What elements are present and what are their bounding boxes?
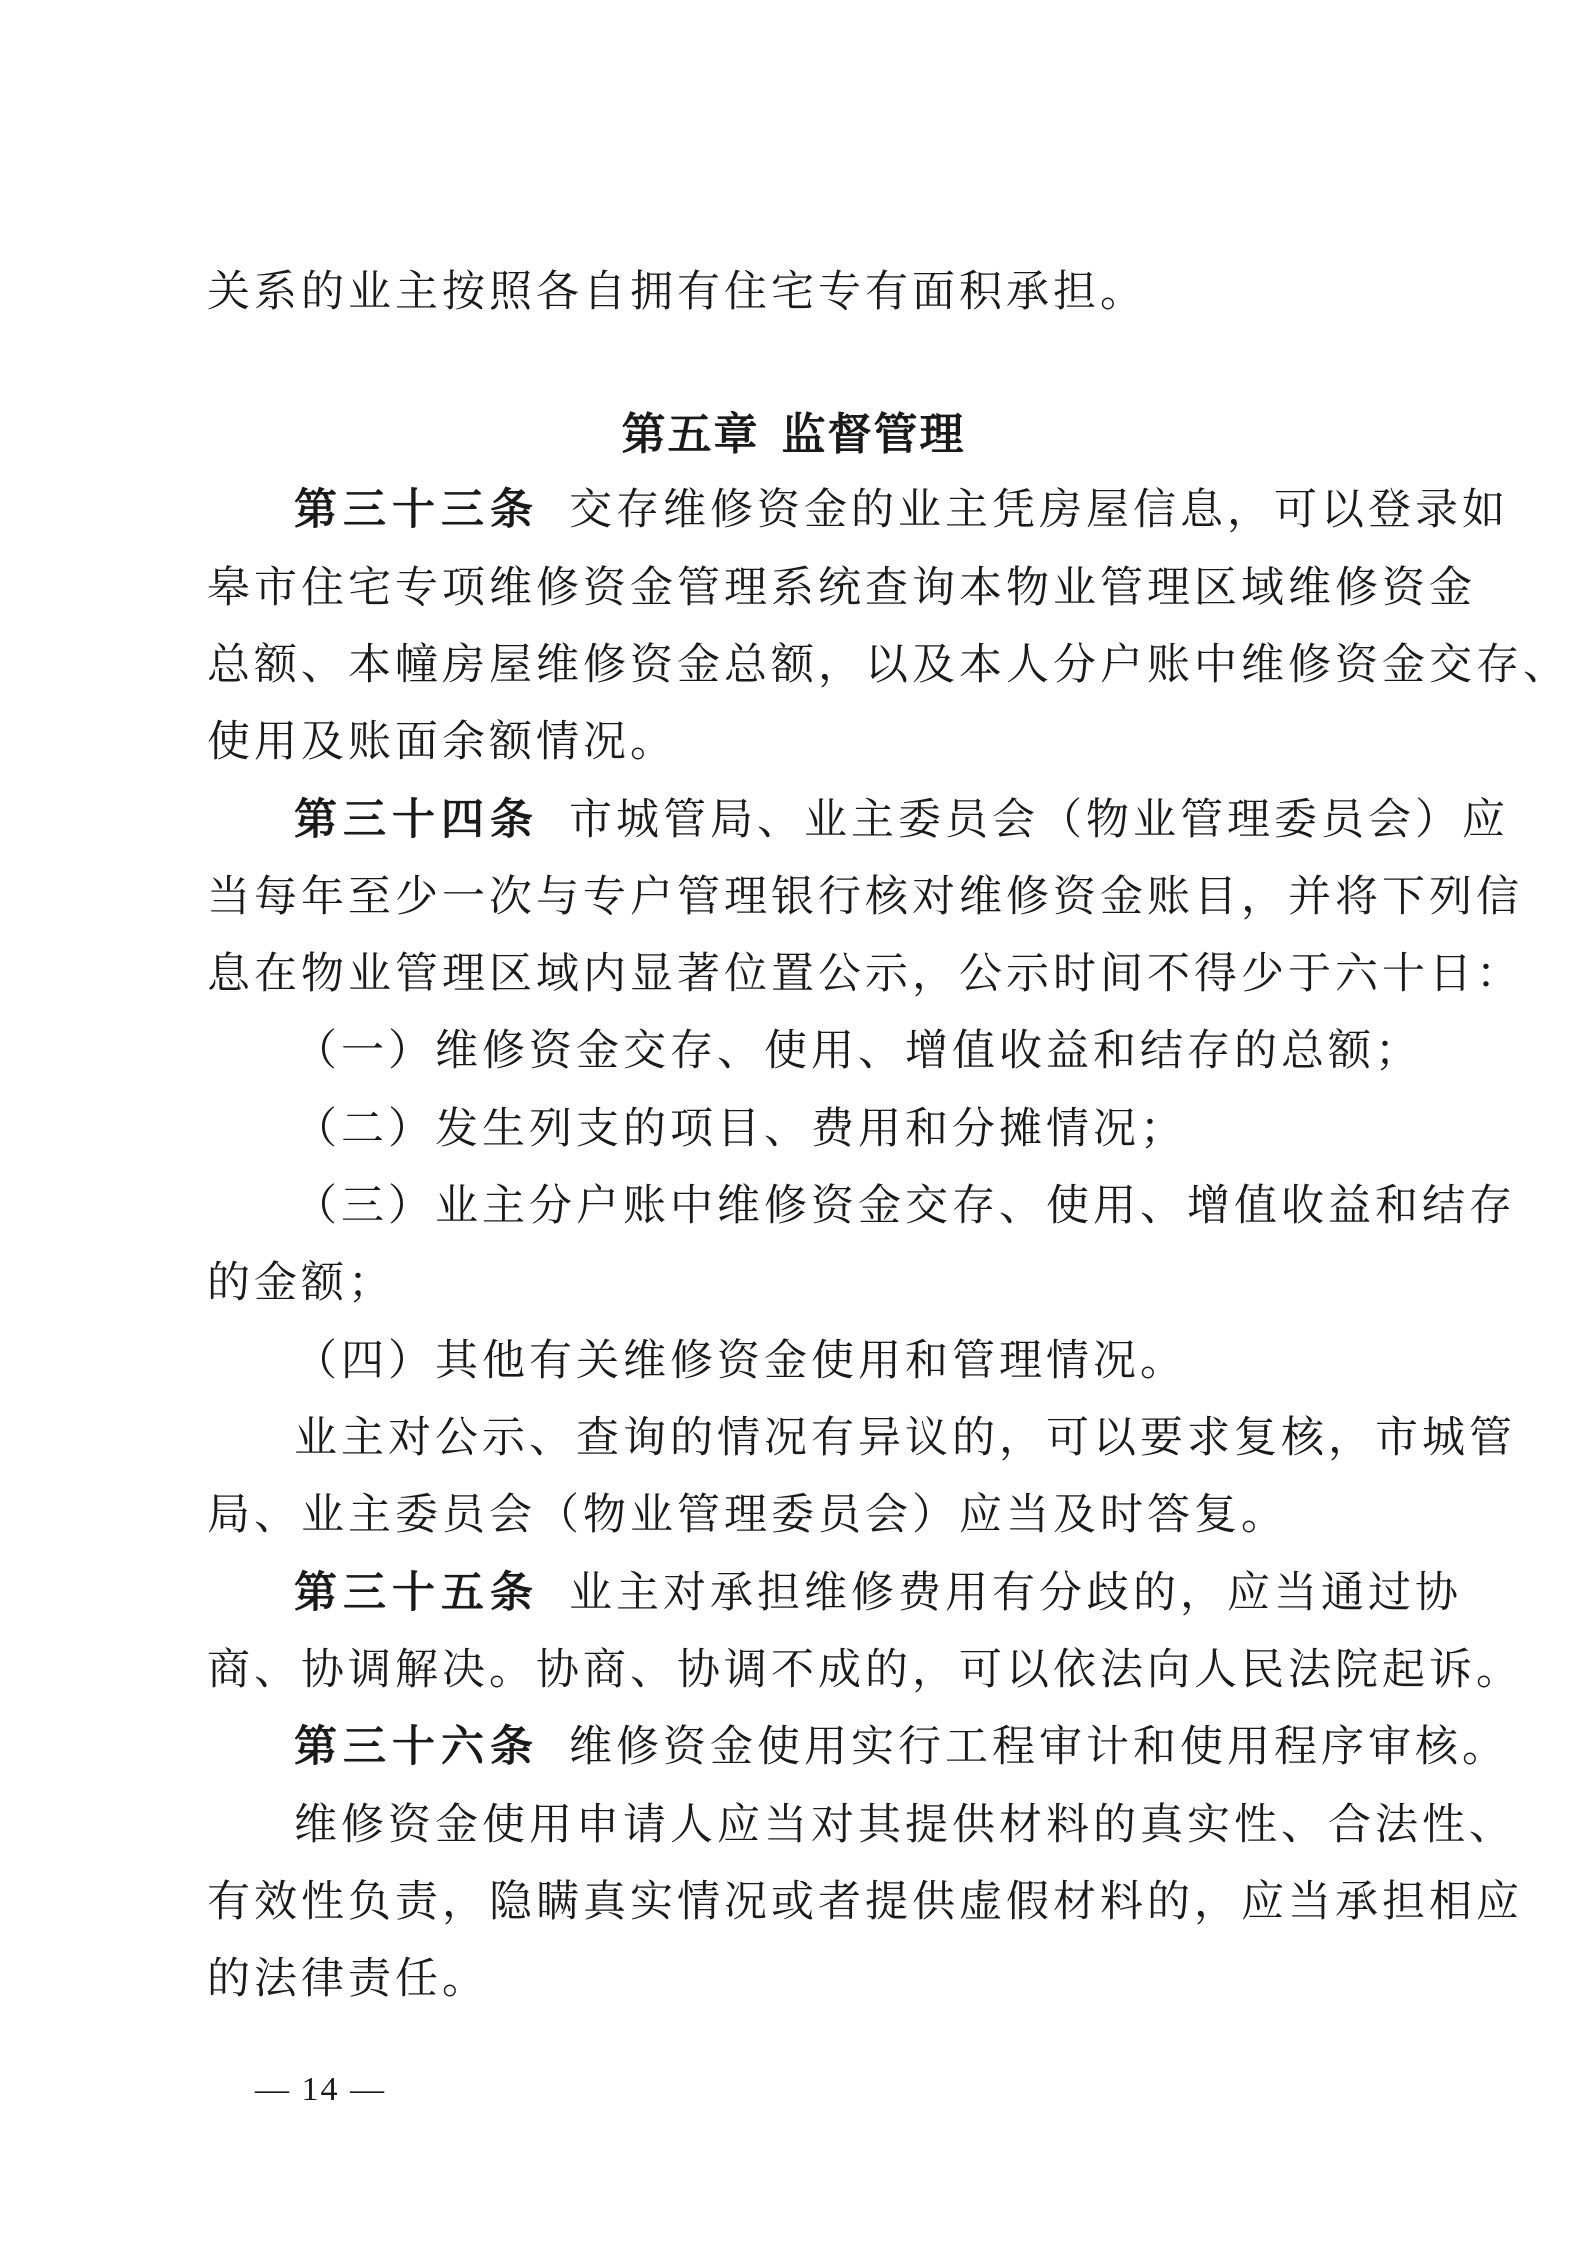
article-36-para-2-line-2: 有效性负责，隐瞒真实情况或者提供虚假材料的，应当承担相应 (207, 1877, 1523, 1927)
article-34-para-2-line-1: 业主对公示、查询的情况有异议的，可以要求复核，市城管 (294, 1413, 1516, 1463)
article-36-para-2-line-3: 的法律责任。 (207, 1954, 489, 2004)
article-35-line-1 (294, 1563, 1462, 1623)
article-33-line-2: 皋市住宅专项维修资金管理系统查询本物业管理区域维修资金 (207, 563, 1476, 613)
page-number: — 14 — (255, 2071, 386, 2108)
article-33-line-3: 总额、本幢房屋维修资金总额，以及本人分户账中维修资金交存、 (207, 640, 1570, 690)
article-36-para-2-line-1: 维修资金使用申请人应当对其提供材料的真实性、合法性、 (294, 1800, 1516, 1850)
article-35-text-1: 业主对承担维修费用有分歧的，应当通过协 (569, 1568, 1462, 1618)
article-36-text-1: 维修资金使用实行工程审计和使用程序审核。 (569, 1722, 1509, 1772)
article-33-label: 第三十三条 (294, 485, 539, 535)
article-33-line-4: 使用及账面余额情况。 (207, 717, 677, 767)
intro-line: 关系的业主按照各自拥有住宅专有面积承担。 (207, 267, 1147, 317)
article-35-line-2: 商、协调解决。协商、协调不成的，可以依法向人民法院起诉。 (207, 1645, 1523, 1695)
article-36-label: 第三十六条 (294, 1722, 539, 1772)
article-34-item-4: （四）其他有关维修资金使用和管理情况。 (294, 1336, 1187, 1386)
article-34-line-1 (294, 790, 1509, 850)
article-34-item-2: （二）发生列支的项目、费用和分摊情况； (294, 1104, 1187, 1154)
article-33-line-1 (294, 480, 1509, 540)
chapter-heading (0, 405, 1587, 465)
article-33-text-1: 交存维修资金的业主凭房屋信息，可以登录如 (569, 485, 1509, 535)
article-34-item-1: （一）维修资金交存、使用、增值收益和结存的总额； (294, 1026, 1422, 1076)
article-34-item-3a: （三）业主分户账中维修资金交存、使用、增值收益和结存 (294, 1181, 1516, 1231)
article-34-line-3: 息在物业管理区域内显著位置公示，公示时间不得少于六十日： (207, 949, 1523, 999)
chapter-number: 第五章 (621, 409, 760, 460)
article-34-label: 第三十四条 (294, 795, 539, 845)
chapter-title: 监督管理 (781, 409, 966, 460)
article-34-para-2-line-2: 局、业主委员会（物业管理委员会）应当及时答复。 (207, 1490, 1288, 1540)
article-34-line-2: 当每年至少一次与专户管理银行核对维修资金账目，并将下列信 (207, 872, 1523, 922)
article-34-item-3b: 的金额； (207, 1258, 395, 1308)
article-35-label: 第三十五条 (294, 1568, 539, 1618)
article-34-text-1: 市城管局、业主委员会（物业管理委员会）应 (569, 795, 1509, 845)
article-36-line-1 (294, 1717, 1509, 1777)
